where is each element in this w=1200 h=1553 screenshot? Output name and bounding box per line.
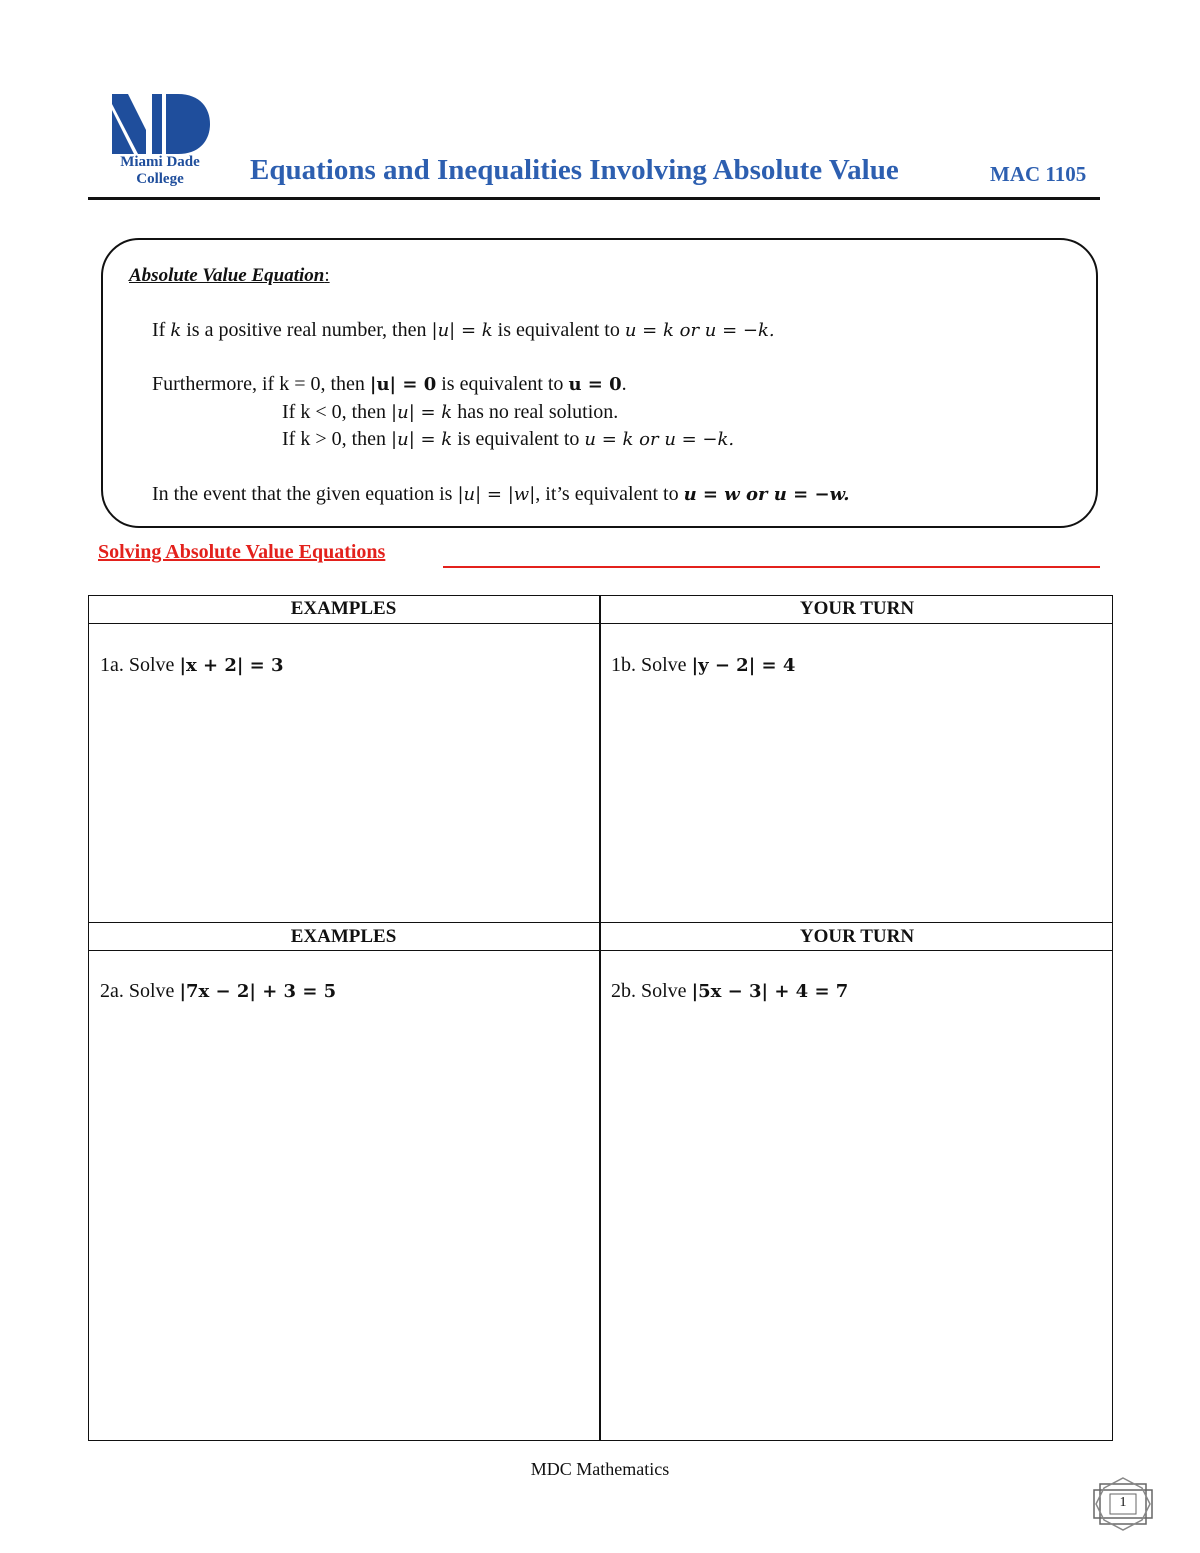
table-row-divider — [88, 922, 1113, 923]
header-your-turn-1: YOUR TURN — [799, 598, 915, 619]
table-header-divider-2 — [88, 950, 1113, 951]
problem-2a: 2a. Solve |7x − 2| + 3 = 5 — [100, 980, 337, 1002]
logo-text-line2: College — [136, 171, 184, 187]
logo-text — [106, 154, 214, 188]
footer-text: MDC Mathematics — [530, 1459, 670, 1479]
problem-1a: 1a. Solve |x + 2| = 3 — [100, 654, 284, 676]
definition-line-5: In the event that the given equation is |u| = |w|, it’s equivalent to u = w or u = −w. — [152, 483, 850, 505]
logo-text-line1: Miami Dade — [120, 154, 200, 170]
page-title: Equations and Inequalities Involving Absolute Value — [250, 154, 899, 186]
course-code: MAC 1105 — [990, 162, 1087, 186]
md-logo-icon — [108, 92, 212, 154]
header-examples-1: EXAMPLES — [290, 598, 397, 619]
header-divider — [88, 197, 1100, 200]
section-heading: Solving Absolute Value Equations — [98, 541, 386, 563]
table-column-divider — [599, 595, 601, 1441]
header-examples-2: EXAMPLES — [290, 926, 397, 947]
page-number: 1 — [1119, 1495, 1127, 1510]
college-logo — [106, 92, 214, 192]
definition-heading: Absolute Value Equation: — [129, 265, 330, 286]
section-underline — [443, 566, 1100, 568]
problem-2b: 2b. Solve |5x − 3| + 4 = 7 — [611, 980, 849, 1002]
definition-line-3: If k < 0, then |u| = k has no real solution. — [282, 401, 619, 423]
definition-line-1: If k is a positive real number, then |u| = k is equivalent to u = k or u = −k. — [152, 319, 775, 341]
table-header-divider-1 — [88, 623, 1113, 624]
header-your-turn-2: YOUR TURN — [799, 926, 915, 947]
definition-line-4: If k > 0, then |u| = k is equivalent to u = k or u = −k. — [282, 428, 735, 450]
definition-line-2: Furthermore, if k = 0, then |u| = 0 is equivalent to u = 0. — [152, 373, 627, 395]
problem-1b: 1b. Solve |y − 2| = 4 — [611, 654, 796, 676]
